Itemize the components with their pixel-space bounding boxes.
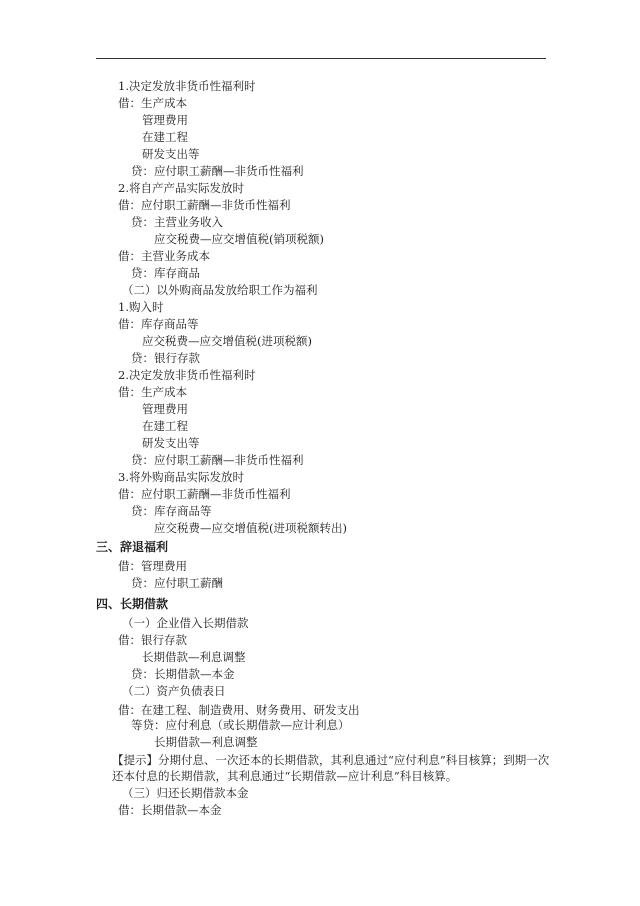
line-34: 长期借款—利息调整 [142, 650, 246, 664]
line-4: 在建工程 [142, 130, 188, 144]
line-6: 贷：应付职工薪酬—非货币性福利 [131, 164, 304, 178]
header-rule [96, 58, 546, 59]
line-32: （一）企业借入长期借款 [122, 616, 249, 630]
line-13: （二）以外购商品发放给职工作为福利 [122, 283, 318, 297]
line-35: 贷：长期借款—本金 [131, 667, 235, 681]
section-heading-severance: 三、辞退福利 [96, 540, 169, 554]
line-3: 管理费用 [142, 113, 188, 127]
line-30: 贷：应付职工薪酬 [131, 576, 223, 590]
line-29: 借：管理费用 [118, 559, 187, 573]
line-26: 贷：库存商品等 [131, 504, 212, 518]
line-24: 3.将外购商品实际发放时 [118, 470, 244, 484]
line-8: 借：应付职工薪酬—非货币性福利 [118, 198, 291, 212]
line-14: 1.购入时 [118, 300, 164, 314]
line-38: 等贷：应付利息（或长期借款—应计利息） [131, 718, 350, 732]
line-25: 借：应付职工薪酬—非货币性福利 [118, 487, 291, 501]
line-16: 应交税费—应交增值税(进项税额) [142, 334, 312, 348]
section-heading-long-term-loan: 四、长期借款 [96, 597, 169, 611]
line-10: 应交税费—应交增值税(销项税额) [154, 232, 324, 246]
line-17: 贷：银行存款 [131, 351, 200, 365]
line-19: 借：生产成本 [118, 385, 187, 399]
line-40: （三）归还长期借款本金 [122, 786, 249, 800]
tip-paragraph: 【提示】分期付息、一次还本的长期借款，其利息通过“应付利息”科目核算；到期一次还本付息的长期借款，其利息通过“长期借款—应计利息”科目核算。 [112, 753, 550, 783]
line-36: （二）资产负债表日 [122, 684, 226, 698]
line-33: 借：银行存款 [118, 633, 187, 647]
line-21: 在建工程 [142, 419, 188, 433]
line-37: 借：在建工程、制造费用、财务费用、研发支出 [118, 703, 360, 717]
line-18: 2.决定发放非货币性福利时 [118, 368, 256, 382]
line-5: 研发支出等 [142, 147, 200, 161]
line-22: 研发支出等 [142, 436, 200, 450]
line-15: 借：库存商品等 [118, 317, 199, 331]
line-9: 贷：主营业务收入 [131, 215, 223, 229]
line-11: 借：主营业务成本 [118, 249, 210, 263]
line-41: 借：长期借款—本金 [118, 803, 222, 817]
line-2: 借：生产成本 [118, 96, 187, 110]
line-39: 长期借款—利息调整 [154, 735, 258, 749]
line-1: 1.决定发放非货币性福利时 [118, 79, 256, 93]
line-20: 管理费用 [142, 402, 188, 416]
line-27: 应交税费—应交增值税(进项税额转出) [154, 521, 347, 535]
line-12: 贷：库存商品 [131, 266, 200, 280]
line-23: 贷：应付职工薪酬—非货币性福利 [131, 453, 304, 467]
line-7: 2.将自产产品实际发放时 [118, 181, 244, 195]
